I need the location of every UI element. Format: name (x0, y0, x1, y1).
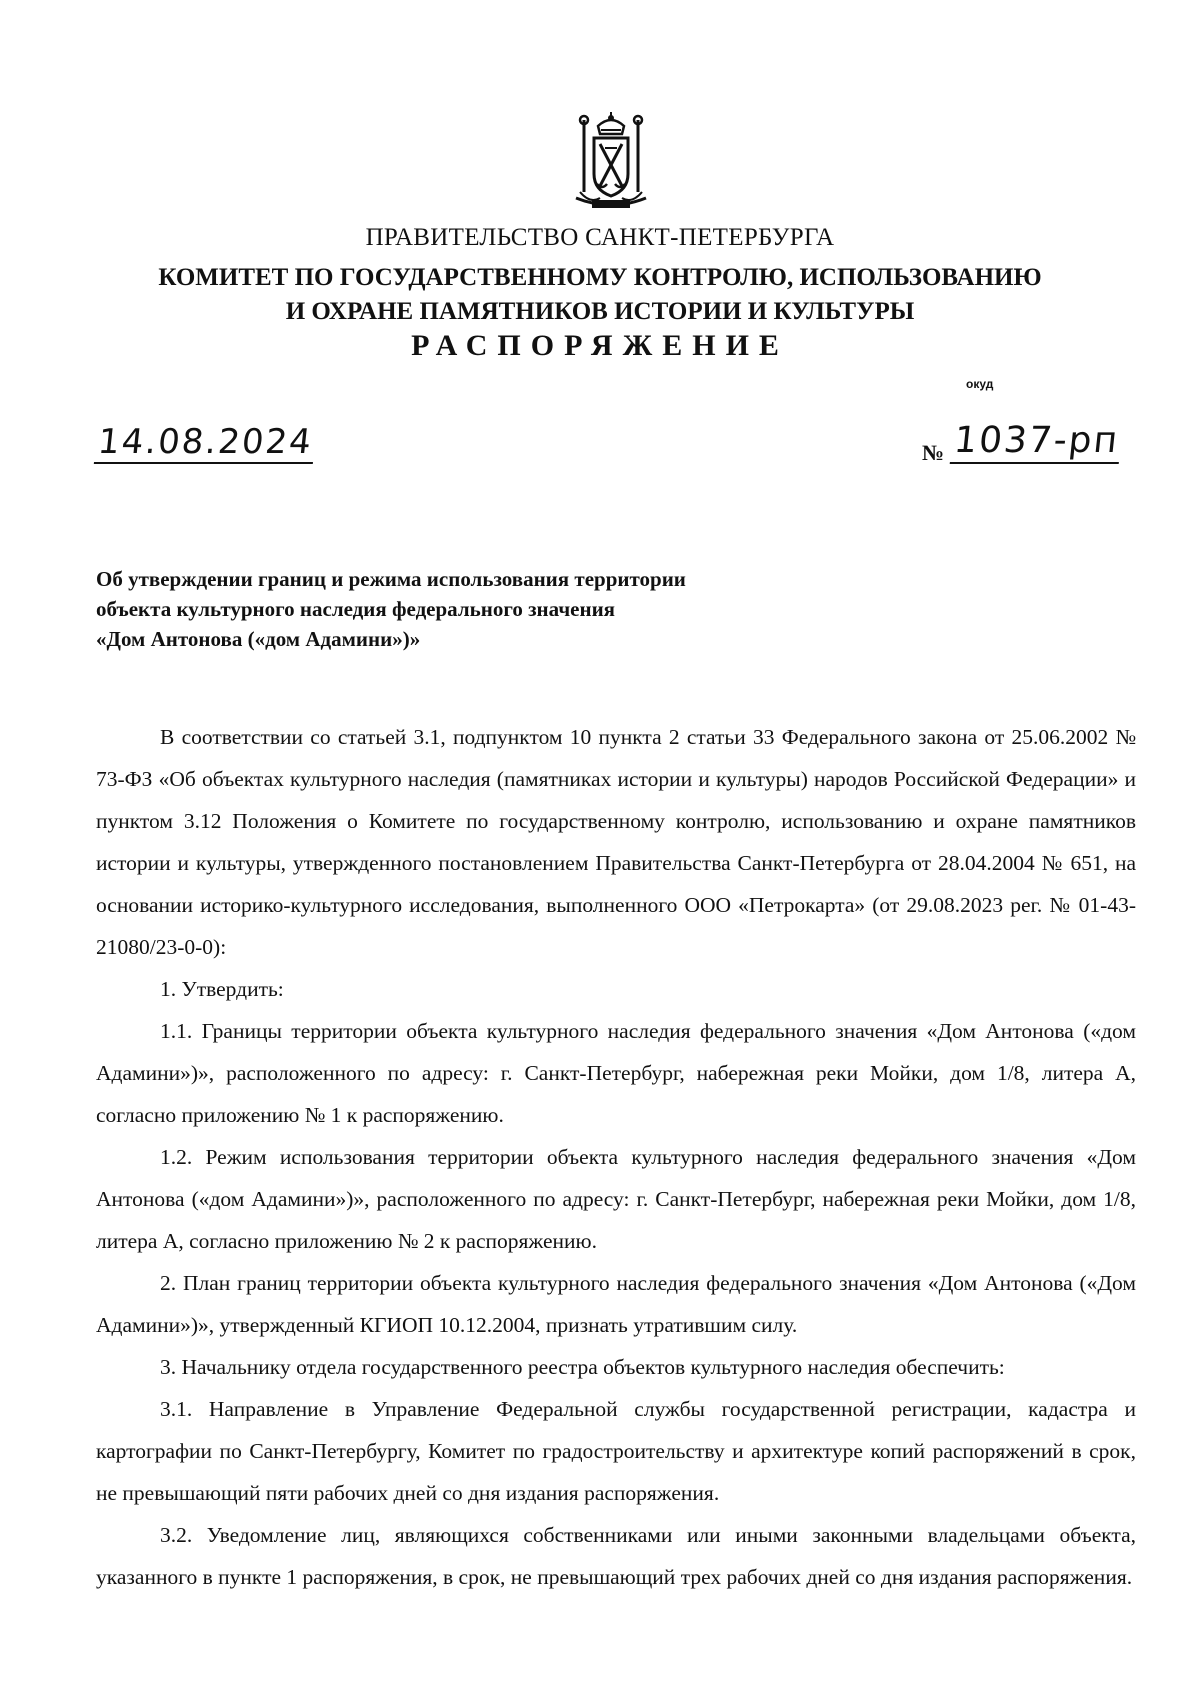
item-3-2: 3.2. Уведомление лиц, являющихся собственниками или иными законными владельцами объекта, указанного в пункте 1 распоряжения, в срок, не превышающий трех рабочих дней со дня издания распоряжения. (96, 1523, 1136, 1589)
item-1-1: 1.1. Границы территории объекта культурного наследия федерального значения «Дом Антонова («дом Адамини»)», расположенного по адресу: г. Санкт-Петербург, набережная реки Мойки, дом 1/8, литера А, согласно приложению № 1 к распоряжению. (96, 1019, 1136, 1127)
document-body (96, 716, 1136, 1598)
document-number: 1037-рп (950, 420, 1124, 464)
document-subject (96, 564, 856, 654)
committee-name (0, 261, 1200, 329)
item-1: 1. Утвердить: (160, 977, 284, 1001)
item-3-1: 3.1. Направление в Управление Федеральной службы государственной регистрации, кадастра и картографии по Санкт-Петербургу, Комитет по градостроительству и архитектуре копий распоряжений в срок, не превышающий пяти рабочих дней со дня издания распоряжения. (96, 1397, 1136, 1505)
preamble-paragraph: В соответствии со статьей 3.1, подпунктом 10 пункта 2 статьи 33 Федерального закона от 25.06.2002 № 73-ФЗ «Об объектах культурного наследия (памятниках истории и культуры) народов Российской Федерации» и пунктом 3.12 Положения о Комитете по государственному контролю, использованию и охране памятников истории и культуры, утвержденного постановлением Правительства Санкт-Петербурга от 28.04.2004 № 651, на основании историко-культурного исследования, выполненного ООО «Петрокарта» (от 29.08.2023 рег. № 01-43-21080/23-0-0): (96, 725, 1136, 959)
okud-label: окуд (966, 377, 994, 391)
document-date: 14.08.2024 (94, 422, 317, 464)
government-name: ПРАВИТЕЛЬСТВО САНКТ-ПЕТЕРБУРГА (365, 224, 835, 251)
committee-name-line-2: И ОХРАНЕ ПАМЯТНИКОВ ИСТОРИИ И КУЛЬТУРЫ (285, 298, 915, 325)
coat-of-arms-emblem-icon (570, 112, 652, 212)
subject-line-1: Об утверждении границ и режима использования территории (96, 567, 686, 591)
item-2: 2. План границ территории объекта культурного наследия федерального значения «Дом Антонова («Дом Адамини»)», утвержденный КГИОП 10.12.2004, признать утратившим силу. (96, 1271, 1136, 1337)
committee-name-line-1: КОМИТЕТ ПО ГОСУДАРСТВЕННОМУ КОНТРОЛЮ, ИСПОЛЬЗОВАНИЮ (158, 264, 1042, 291)
number-sign: № (922, 440, 945, 465)
subject-line-3: «Дом Антонова («дом Адамини»)» (96, 627, 421, 651)
subject-line-2: объекта культурного наследия федерального значения (96, 597, 616, 621)
item-3: 3. Начальнику отдела государственного реестра объектов культурного наследия обеспечить: (160, 1355, 1005, 1379)
item-1-2: 1.2. Режим использования территории объекта культурного наследия федерального значения «Дом Антонова («дом Адамини»)», расположенного по адресу: г. Санкт-Петербург, набережная реки Мойки, дом 1/8, литера А, согласно приложению № 2 к распоряжению. (96, 1145, 1136, 1253)
document-type-title: РАСПОРЯЖЕНИЕ (411, 329, 789, 362)
